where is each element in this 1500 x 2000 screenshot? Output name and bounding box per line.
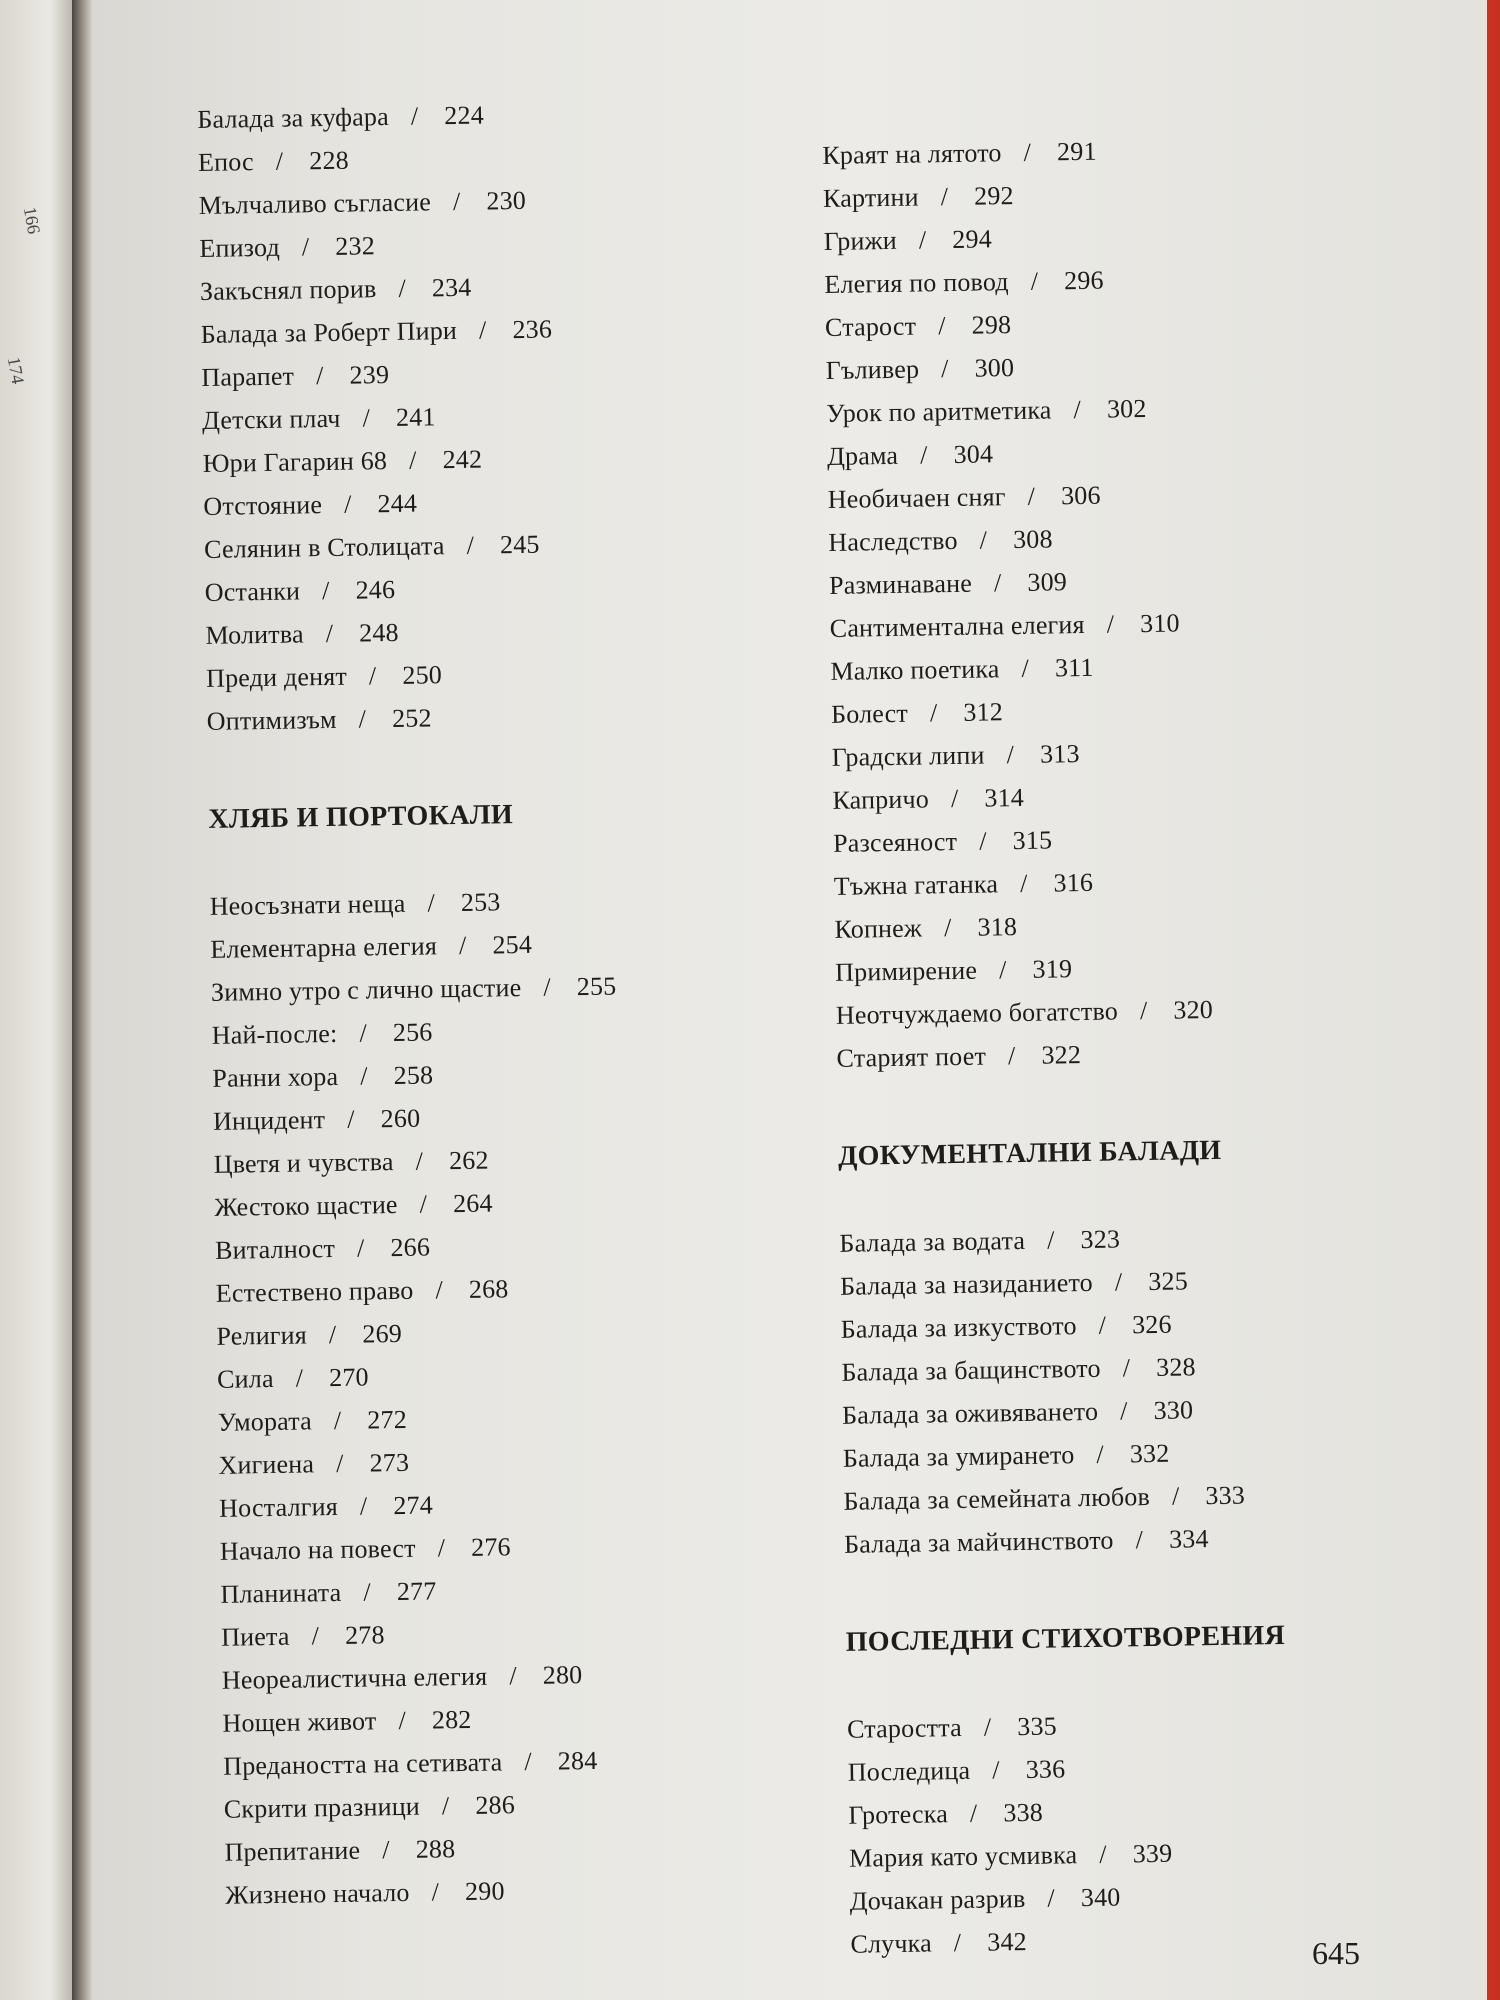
- entry-separator: /: [295, 1363, 304, 1393]
- side-mark: 174: [3, 355, 29, 386]
- entry-separator: /: [937, 311, 946, 341]
- entry-separator: /: [363, 1577, 372, 1607]
- entry-title: Балада за Роберт Пири: [200, 315, 458, 349]
- side-mark: 166: [19, 205, 45, 236]
- entry-page-number: 332: [1129, 1438, 1170, 1469]
- entry-page-number: 282: [431, 1704, 472, 1735]
- facing-page-edge: [0, 0, 72, 2000]
- entry-page-number: 246: [355, 574, 396, 605]
- entry-title: Елементарна елегия: [210, 931, 438, 964]
- entry-page-number: 294: [952, 224, 993, 254]
- entry-title: Необичаен сняг: [827, 482, 1006, 514]
- entry-title: Картини: [822, 182, 919, 213]
- entry-separator: /: [431, 1877, 440, 1907]
- entry-page-number: 248: [358, 617, 399, 648]
- entry-page-number: 296: [1063, 265, 1104, 296]
- entry-page-number: 291: [1056, 136, 1097, 167]
- entry-page-number: 270: [328, 1362, 369, 1393]
- entry-separator: /: [343, 489, 352, 519]
- entry-title: Старият поет: [836, 1041, 987, 1073]
- entry-separator: /: [325, 618, 334, 649]
- entry-title: Най-после:: [211, 1018, 338, 1050]
- entry-page-number: 304: [953, 439, 994, 469]
- entry-separator: /: [1007, 1041, 1016, 1071]
- entry-title: Краят на лятото: [822, 138, 1002, 170]
- entry-separator: /: [408, 445, 417, 475]
- entry-page-number: 250: [402, 660, 443, 690]
- entry-separator: /: [359, 1061, 368, 1091]
- entry-title: Случка: [850, 1928, 933, 1959]
- toc-entry: [844, 1513, 1445, 1565]
- entry-title: Драма: [826, 440, 899, 471]
- entry-separator: /: [1099, 1839, 1107, 1869]
- entry-page-number: 241: [395, 402, 436, 432]
- entry-page-number: 272: [367, 1404, 408, 1435]
- entry-title: Дочакан разрив: [849, 1884, 1026, 1916]
- entry-title: Селянин в Столицата: [203, 531, 445, 564]
- entry-title: Инцидент: [212, 1105, 326, 1136]
- entry-title: Неотчуждаемо богатство: [835, 996, 1119, 1030]
- entry-page-number: 326: [1131, 1309, 1172, 1340]
- entry-page-number: 262: [448, 1145, 489, 1176]
- entry-page-number: 232: [335, 231, 376, 261]
- entry-separator: /: [919, 440, 928, 470]
- entry-page-number: 322: [1041, 1040, 1082, 1070]
- entry-separator: /: [415, 1146, 424, 1176]
- entry-page-number: 335: [1017, 1711, 1058, 1742]
- entry-separator: /: [929, 698, 938, 728]
- entry-separator: /: [918, 225, 927, 255]
- entry-separator: /: [978, 826, 987, 856]
- entry-title: Предаността на сетивата: [222, 1747, 503, 1781]
- entry-separator: /: [410, 101, 419, 131]
- entry-separator: /: [1171, 1481, 1180, 1511]
- contents-page: [92, 0, 1487, 2000]
- entry-separator: /: [998, 955, 1007, 985]
- entry-page-number: 312: [963, 697, 1004, 727]
- entry-page-number: 340: [1080, 1882, 1121, 1913]
- entry-page-number: 268: [468, 1274, 509, 1304]
- right-column: [822, 125, 1451, 1966]
- entry-title: Юри Гагарин 68: [202, 446, 388, 478]
- entry-separator: /: [398, 273, 407, 303]
- entries-right-a: [822, 125, 1437, 1080]
- entry-title: Балада за майчинството: [843, 1525, 1114, 1559]
- entry-page-number: 302: [1106, 393, 1147, 424]
- entry-page-number: 314: [984, 782, 1025, 813]
- entry-separator: /: [1098, 1310, 1107, 1340]
- entry-title: Урок по аритметика: [826, 395, 1052, 428]
- entry-separator: /: [1047, 1883, 1056, 1913]
- entry-separator: /: [301, 232, 310, 262]
- entry-page-number: 228: [309, 145, 350, 176]
- entry-page-number: 278: [344, 1620, 385, 1650]
- entry-title: Грижи: [823, 225, 898, 256]
- entry-title: Неореалистична елегия: [221, 1661, 488, 1695]
- entry-separator: /: [1021, 653, 1030, 683]
- entry-title: Елегия по повод: [824, 267, 1009, 299]
- entry-page-number: 306: [1060, 480, 1101, 511]
- entry-title: Ранни хора: [212, 1061, 339, 1093]
- left-column: [197, 89, 806, 1917]
- entry-separator: /: [524, 1746, 533, 1777]
- entry-separator: /: [983, 1712, 992, 1742]
- entry-title: Останки: [204, 576, 301, 607]
- entry-separator: /: [275, 146, 284, 176]
- entry-title: Пиета: [220, 1621, 290, 1652]
- entry-page-number: 308: [1012, 524, 1053, 555]
- entry-page-number: 320: [1173, 994, 1214, 1025]
- entry-title: Оптимизъм: [206, 704, 337, 736]
- entry-page-number: 234: [431, 272, 472, 303]
- entry-page-number: 311: [1054, 652, 1094, 683]
- entry-page-number: 286: [475, 1790, 516, 1820]
- entry-separator: /: [940, 354, 949, 384]
- entry-separator: /: [1023, 137, 1032, 167]
- entry-title: Балада за бащинството: [841, 1353, 1101, 1387]
- entry-title: Балада за назиданието: [839, 1267, 1094, 1301]
- entry-page-number: 342: [987, 1927, 1028, 1957]
- entry-title: Закъснял порив: [199, 274, 377, 306]
- entry-page-number: 277: [396, 1576, 437, 1607]
- entry-separator: /: [441, 1791, 450, 1821]
- entry-separator: /: [1139, 995, 1148, 1026]
- entry-page-number: 236: [512, 314, 553, 345]
- entry-separator: /: [466, 530, 475, 560]
- entry-page-number: 269: [362, 1318, 403, 1349]
- entry-page-number: 330: [1153, 1395, 1194, 1425]
- entry-separator: /: [1006, 740, 1015, 770]
- entry-title: Начало на повест: [219, 1533, 416, 1566]
- entry-separator: /: [1122, 1353, 1131, 1383]
- entry-page-number: 328: [1155, 1352, 1196, 1382]
- entry-page-number: 266: [390, 1232, 431, 1263]
- entry-title: Планината: [220, 1577, 342, 1609]
- entry-separator: /: [940, 182, 949, 212]
- entry-page-number: 230: [486, 185, 527, 216]
- entry-title: Балада за оживяването: [841, 1396, 1099, 1430]
- entry-page-number: 313: [1039, 739, 1080, 769]
- entry-separator: /: [1119, 1396, 1128, 1426]
- entry-title: Разминаване: [828, 568, 973, 600]
- entry-title: Старост: [824, 311, 917, 342]
- entry-title: Носталгия: [218, 1491, 339, 1523]
- entry-separator: /: [950, 783, 959, 814]
- entries-right-c: [847, 1698, 1451, 1965]
- entry-page-number: 274: [393, 1490, 434, 1521]
- entry-page-number: 288: [415, 1834, 456, 1864]
- section-heading: ПОСЛЕДНИ СТИХОТВОРЕНИЯ: [845, 1619, 1286, 1658]
- entry-separator: /: [1106, 609, 1115, 639]
- section-heading: ХЛЯБ И ПОРТОКАЛИ: [208, 799, 514, 835]
- entry-page-number: 292: [973, 180, 1014, 211]
- entry-title: Епизод: [199, 232, 281, 263]
- entry-separator: /: [359, 1018, 368, 1048]
- entry-page-number: 318: [977, 912, 1018, 942]
- entry-page-number: 323: [1080, 1224, 1121, 1255]
- entry-page-number: 239: [349, 360, 390, 390]
- entry-page-number: 264: [452, 1188, 493, 1219]
- entry-title: Старостта: [846, 1713, 963, 1744]
- entry-page-number: 256: [392, 1017, 433, 1048]
- entry-title: Примирение: [834, 955, 978, 987]
- entry-title: Преди денят: [205, 661, 348, 693]
- entry-separator: /: [311, 1621, 320, 1651]
- entry-separator: /: [398, 1705, 407, 1736]
- entry-page-number: 255: [576, 971, 617, 1002]
- entry-page-number: 298: [971, 310, 1012, 340]
- entry-separator: /: [335, 1448, 344, 1478]
- entry-page-number: 276: [470, 1532, 511, 1562]
- entry-title: Разсеяност: [832, 826, 958, 858]
- entry-separator: /: [478, 315, 487, 345]
- entry-separator: /: [315, 361, 324, 391]
- toc-entry: [225, 1865, 806, 1917]
- entry-separator: /: [435, 1275, 444, 1305]
- toc-entry: [836, 1027, 1437, 1079]
- entry-separator: /: [1046, 1225, 1055, 1255]
- entry-page-number: 336: [1025, 1754, 1066, 1785]
- entry-title: Гъливер: [825, 354, 920, 385]
- entry-page-number: 300: [974, 353, 1015, 383]
- entry-page-number: 333: [1205, 1480, 1246, 1511]
- entry-page-number: 290: [464, 1876, 505, 1907]
- toc-entry: [850, 1913, 1451, 1965]
- entry-title: Отстояние: [203, 490, 323, 521]
- entry-title: Естествено право: [215, 1275, 414, 1308]
- entry-separator: /: [452, 186, 461, 216]
- entry-page-number: 338: [1003, 1797, 1044, 1828]
- entry-separator: /: [1135, 1525, 1144, 1555]
- entry-title: Религия: [216, 1320, 308, 1351]
- entry-title: Болест: [830, 698, 909, 729]
- entry-title: Сантиментална елегия: [829, 609, 1085, 643]
- entry-page-number: 319: [1032, 954, 1073, 984]
- entry-page-number: 316: [1053, 867, 1094, 898]
- entry-page-number: 334: [1168, 1524, 1209, 1554]
- entry-title: Жизнено начало: [225, 1877, 410, 1910]
- entry-title: Скрити празници: [223, 1791, 421, 1824]
- entry-separator: /: [1073, 394, 1082, 425]
- entry-page-number: 245: [499, 529, 540, 560]
- entry-separator: /: [333, 1405, 342, 1436]
- entry-page-number: 260: [380, 1103, 421, 1134]
- entry-separator: /: [368, 661, 377, 691]
- entry-separator: /: [992, 1755, 1000, 1785]
- page-number: 645: [1312, 1935, 1360, 1971]
- book-gutter: [72, 0, 92, 2000]
- entry-page-number: 252: [391, 703, 432, 734]
- entry-separator: /: [969, 1798, 978, 1828]
- entry-separator: /: [543, 972, 552, 1002]
- entry-title: Цветя и чувства: [213, 1147, 394, 1179]
- entry-page-number: 254: [492, 929, 533, 960]
- entry-separator: /: [458, 930, 467, 960]
- entry-title: Мария като усмивка: [848, 1840, 1078, 1873]
- entry-separator: /: [321, 575, 330, 606]
- entry-separator: /: [358, 704, 367, 734]
- entry-separator: /: [382, 1835, 390, 1865]
- entry-page-number: 242: [442, 444, 483, 475]
- entry-separator: /: [993, 568, 1002, 598]
- entry-separator: /: [509, 1661, 517, 1691]
- entry-page-number: 253: [460, 887, 501, 917]
- entry-page-number: 258: [393, 1060, 434, 1091]
- entry-title: Балада за изкуството: [840, 1311, 1077, 1344]
- entry-separator: /: [419, 1189, 428, 1219]
- entry-separator: /: [1030, 266, 1039, 296]
- entry-title: Последица: [847, 1755, 971, 1787]
- entry-title: Градски липи: [831, 740, 985, 772]
- entry-title: Балада за водата: [839, 1225, 1026, 1258]
- entry-title: Молитва: [205, 619, 304, 650]
- entry-separator: /: [943, 913, 952, 943]
- entry-separator: /: [437, 1533, 446, 1563]
- entry-title: Неосъзнати неща: [209, 888, 406, 921]
- entry-title: Балада за умирането: [842, 1440, 1075, 1473]
- entry-separator: /: [953, 1928, 962, 1958]
- entry-separator: /: [356, 1233, 365, 1263]
- entry-title: Парапет: [201, 361, 295, 392]
- section-heading: ДОКУМЕНТАЛНИ БАЛАДИ: [837, 1134, 1222, 1172]
- toc-entry: [206, 691, 787, 743]
- entry-separator: /: [1027, 481, 1036, 511]
- entry-title: Гротеска: [848, 1799, 949, 1830]
- entry-separator: /: [362, 403, 371, 433]
- entry-title: Епос: [197, 147, 255, 177]
- entry-separator: /: [979, 525, 988, 555]
- entry-separator: /: [427, 888, 436, 918]
- entry-title: Жестоко щастие: [214, 1189, 398, 1222]
- entry-title: Малко поетика: [830, 654, 1000, 686]
- entry-title: Хигиена: [218, 1449, 315, 1480]
- entry-page-number: 244: [377, 488, 418, 519]
- entry-page-number: 309: [1027, 567, 1068, 597]
- entries-right-b: [839, 1212, 1444, 1565]
- entry-title: Копнеж: [834, 913, 923, 944]
- entry-title: Нощен живот: [222, 1706, 377, 1738]
- entry-title: Балада за семейната любов: [843, 1482, 1151, 1516]
- entry-separator: /: [1114, 1267, 1123, 1297]
- entry-title: Сила: [216, 1363, 274, 1394]
- entry-title: Наследство: [828, 525, 958, 557]
- entry-title: Препитание: [224, 1835, 361, 1867]
- entry-page-number: 339: [1132, 1838, 1173, 1869]
- entry-page-number: 325: [1148, 1266, 1189, 1297]
- entry-title: Виталност: [214, 1233, 336, 1265]
- entry-page-number: 315: [1012, 825, 1053, 856]
- entry-title: Мълчаливо съгласие: [198, 187, 432, 220]
- entry-page-number: 280: [542, 1660, 583, 1690]
- entry-title: Тъжна гатанка: [833, 869, 999, 901]
- entry-page-number: 284: [557, 1745, 598, 1776]
- entry-separator: /: [328, 1319, 337, 1350]
- entry-title: Балада за куфара: [197, 101, 390, 134]
- entry-separator: /: [347, 1104, 355, 1134]
- entry-page-number: 224: [444, 100, 485, 131]
- entry-page-number: 273: [369, 1447, 410, 1478]
- entry-separator: /: [1096, 1439, 1105, 1469]
- entry-separator: /: [1019, 868, 1028, 898]
- entry-title: Капричо: [832, 784, 930, 815]
- entry-title: Зимно утро с лично щастие: [210, 973, 522, 1007]
- entry-page-number: 310: [1139, 608, 1180, 639]
- entry-title: Умората: [217, 1406, 313, 1437]
- entry-separator: /: [359, 1491, 368, 1521]
- entries-left-b: [209, 876, 805, 1917]
- entries-left-a: [197, 89, 787, 743]
- entry-title: Детски плач: [201, 403, 341, 435]
